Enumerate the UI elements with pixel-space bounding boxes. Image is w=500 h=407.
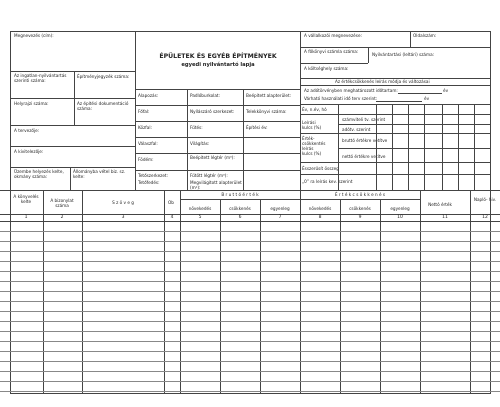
divider [135,121,300,122]
tetoszerkezet-label: Tetőszerkezet: [138,173,168,178]
col-number-2: 2 [60,215,64,220]
alapozas-label: Alapozás: [138,93,159,98]
adotorvenyben-label: Az adótörvényben meghatározott időtartam: [304,88,398,93]
megvilagitott-label: Megvilágított alapterület (m²): [190,180,242,190]
table-row [0,311,500,312]
col-header-ob: Ob [168,200,174,205]
ledger-column-line [82,190,83,394]
helyrajzi-label: Helyrajzi száma: [14,101,49,106]
table-row [0,291,500,292]
col-header-ertekcsokkenes-group: É r t é k c s ö k k e n é s [334,192,386,197]
ledger-column-line [340,199,341,394]
telekkonyvi-label: Telekkönyvi száma: [246,109,287,114]
col-number-10: 10 [397,215,403,220]
netto-ertekre-label: nettó értékre vetítve [342,154,386,159]
table-row [0,261,500,262]
epitesi-ev-label: Építési év: [246,125,268,130]
col-header-egyenleg2: egyenleg [390,206,410,211]
table-row [0,391,500,392]
col-number-5: 5 [198,215,202,220]
divider [10,146,135,147]
col-header-egyenleg: egyenleg [270,206,290,211]
tetofedes-label: Tetőfedés: [138,180,160,185]
ledger-column-line [300,190,301,394]
divider [300,133,491,134]
divider [376,104,377,190]
ledger-column-line [164,190,165,394]
underline [376,101,422,102]
ledger-column-line [10,190,11,394]
nyilaszaro-label: Nyílászáró szerkezet: [190,109,235,114]
table-row [0,381,500,382]
ledger-column-line [220,199,221,394]
table-row [0,251,500,252]
col-number-4: 4 [170,215,174,220]
futott-legter-label: Fűtött légtér (m³): [190,173,228,178]
col-header-brutto-group: B r u t t ó é r t é k [221,192,259,197]
divider [458,104,459,190]
futes-label: Fűtés: [190,125,203,130]
col-number-6: 6 [238,215,242,220]
col-header-novekedes: növekedés [188,206,212,211]
vallalkozo-label: A vállalkozói megnevezése: [304,33,362,38]
koltseghely-label: A költséghely száma: [304,66,349,71]
fodem-label: Födém: [138,157,154,162]
col-header-csokkenes2: csökkenés [349,206,371,211]
leirasi-label: Leírási [302,120,316,125]
table-row [0,351,500,352]
jelolt-label: „0” ra leírás kev. szerint [302,179,353,184]
divider [300,85,491,86]
divider [338,104,339,190]
ledger-column-line [380,199,381,394]
divider [300,31,301,190]
table-row [0,271,500,272]
table-row [0,341,500,342]
table-row [0,241,500,242]
underline [398,93,442,94]
nyilvantartasi-label: Nyilvántartási (leltári) száma: [372,52,435,57]
divider [70,167,71,190]
ledger-column-line [180,190,181,394]
col-number-11: 11 [442,215,448,220]
divider [10,125,135,126]
allomanyba-label: Állományba vétel biz. sz. kelte: [73,169,126,179]
table-row [0,321,500,322]
valaszfal-label: Válaszfal: [138,141,158,146]
epitesi-dok-label: Az építési dokumentáció száma: [77,101,129,111]
szamviteli-label: számviteli tv. szerint [342,117,386,122]
divider [474,104,475,190]
col-number-8: 8 [318,215,322,220]
col-header-szoveg: S z ö v e g [112,200,134,205]
col-number-3: 3 [121,215,125,220]
ledger-column-line [43,190,44,394]
oldalszam-label: Oldalszám: [413,33,437,38]
col-header-konyveles: A könyvelés kelte [13,194,39,204]
brutto-ertekre-label: bruttó értékre vetítve [342,138,388,143]
tervezoje-label: A tervezője: [14,128,40,133]
adotv-label: adótv. szerint [342,127,371,132]
ledger-column-line [470,190,471,394]
col-header-netto: Nettó érték [428,202,452,207]
divider [300,104,491,105]
col-header-csokkenes: csökkenés [229,206,251,211]
divider [368,47,369,63]
form-title: ÉPÜLETEK ÉS EGYÉB ÉPÍTMÉNYEK [159,53,277,60]
col-header-bizonylat: A bizonylat száma [50,198,74,208]
table-row [0,331,500,332]
ledger-column-line [420,190,421,394]
epitmenyjegyzek-label: Építményjegyzék száma: [77,74,130,79]
table-row [0,231,500,232]
divider [135,105,300,106]
divider [442,104,443,190]
divider [10,167,135,168]
divider [408,104,409,190]
fokonyvi-label: A főkönyvi számla száma: [304,49,359,54]
kozfal-label: Közfal: [138,125,152,130]
col-header-novekedes2: növekedés [308,206,332,211]
divider [10,98,135,99]
adotorvenyben-unit: év [443,88,449,93]
col-header-naplo: Napló- hiv. [473,197,497,202]
beepitett-legter-label: Beépített légtér (m³): [190,155,235,160]
divider [338,148,491,149]
divider [135,153,300,154]
divider [135,89,300,90]
ertekcsokkentes-label: Érték-csökkentés [302,136,326,146]
megnevezes-label: Megnevezés (cím): [14,33,54,38]
divider [135,170,300,171]
divider [300,174,491,175]
table-row [0,371,500,372]
table-top-border [0,190,500,191]
ertekcsokkenes-header: Az értékcsökkenés leírás módja és változásai [335,79,430,84]
kivitelezoje-label: A kivitelezője: [14,149,44,154]
uzembe-label: Üzembe helyezés kelte, okmány száma: [14,169,64,179]
divider [424,104,425,190]
form-subtitle: egyedi nyilvántartó lapja [181,62,255,68]
varhato-unit: év [424,96,430,101]
varhato-label: Várható használati idő terv szerint: [304,96,378,101]
divider [392,104,393,190]
table-number-row-bottom [0,221,500,222]
kulcs2-label: kulcs (%) [302,151,322,156]
divider [10,71,135,72]
ev-ndu-label: Év, n.év, hó [302,107,327,112]
ingatlan-label: Az ingatlan-nyilvántartás szerinti száma: [14,73,67,83]
fofal-label: Főfal: [138,109,150,114]
divider [135,137,300,138]
col-number-9: 9 [358,215,362,220]
table-row [0,361,500,362]
col-number-12: 12 [482,215,488,220]
leiras-label: leírás [302,146,314,151]
esszerusit-label: Ésszerűsít összeg [302,166,339,171]
col-number-7: 7 [278,215,282,220]
divider [300,63,368,64]
divider [410,31,411,47]
kulcs-label: kulcs (%) [302,125,322,130]
divider [300,162,491,163]
divider [300,47,491,48]
col-number-1: 1 [24,215,28,220]
beepitett-alapterulet-label: Beépített alapterület: [246,93,292,98]
ledger-column-line [260,199,261,394]
table-row [0,301,500,302]
padloburkolat-label: Padlóburkolat: [190,93,220,98]
divider [300,114,491,115]
vilagitas-label: Világítás: [190,141,210,146]
divider [338,124,491,125]
table-row [0,281,500,282]
